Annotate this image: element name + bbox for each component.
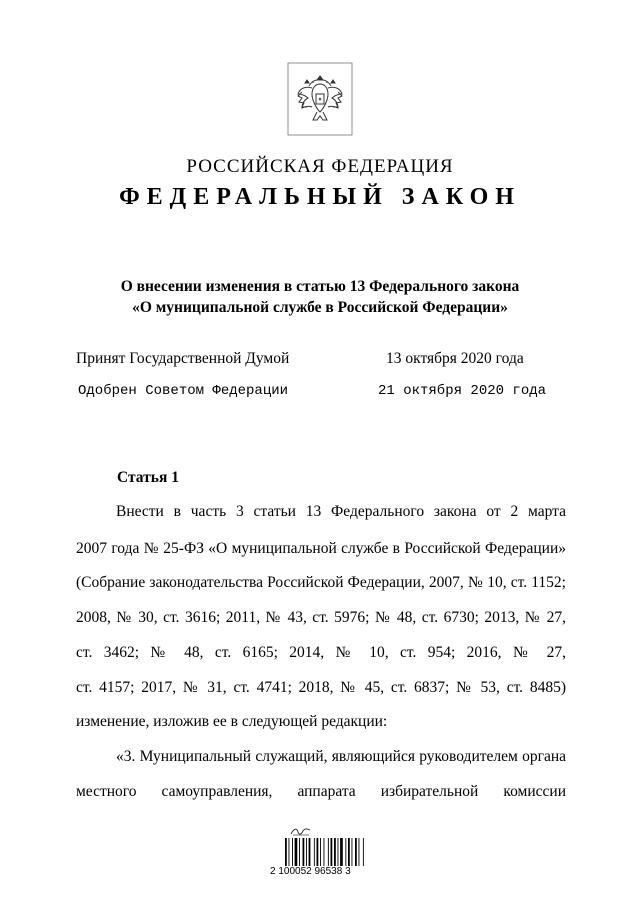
article-heading: Статья 1	[117, 469, 179, 486]
article-line-9: местного самоуправления, аппарата избирательной комиссии	[76, 783, 566, 800]
article-line-6: ст. 4157; 2017, № 31, ст. 4741; 2018, № 45, ст. 6837; № 53, ст. 8485)	[76, 679, 566, 696]
council-label: Одобрен Советом Федерации	[78, 383, 289, 399]
duma-label: Принят Государственной Думой	[76, 350, 290, 367]
country-name: РОССИЙСКАЯ ФЕДЕРАЦИЯ	[186, 156, 454, 177]
article-line-4: 2008, № 30, ст. 3616; 2011, № 43, ст. 5976; № 48, ст. 6730; 2013, № 27,	[76, 609, 566, 626]
article-line-5: ст. 3462; № 48, ст. 6165; 2014, № 10, ст. 954; 2016, № 27,	[76, 644, 566, 661]
russian-coat-of-arms-icon	[287, 62, 353, 136]
document-type: ФЕДЕРАЛЬНЫЙ ЗАКОН	[119, 184, 521, 210]
law-title-line-2: «О муниципальной службе в Российской Федерации»	[132, 299, 508, 316]
barcode-number: 2 100052 96538 3	[270, 866, 351, 877]
article-line-7: изменение, изложив ее в следующей редакции:	[76, 713, 388, 730]
handwritten-mark	[290, 826, 312, 838]
law-title-line-1: О внесении изменения в статью 13 Федерального закона	[120, 278, 520, 295]
council-date: 21 октября 2020 года	[378, 383, 547, 399]
barcode-icon	[284, 838, 366, 868]
article-line-8: «3. Муниципальный служащий, являющийся руководителем органа	[116, 748, 566, 765]
law-title	[0, 276, 640, 318]
article-line-2: 2007 года № 25-ФЗ «О муниципальной службе в Российской Федерации»	[76, 540, 566, 557]
article-line-1: Внести в часть 3 статьи 13 Федерального закона от 2 марта	[116, 503, 566, 520]
duma-date: 13 октября 2020 года	[386, 350, 524, 367]
article-line-3: (Собрание законодательства Российской Федерации, 2007, № 10, ст. 1152;	[76, 574, 566, 591]
